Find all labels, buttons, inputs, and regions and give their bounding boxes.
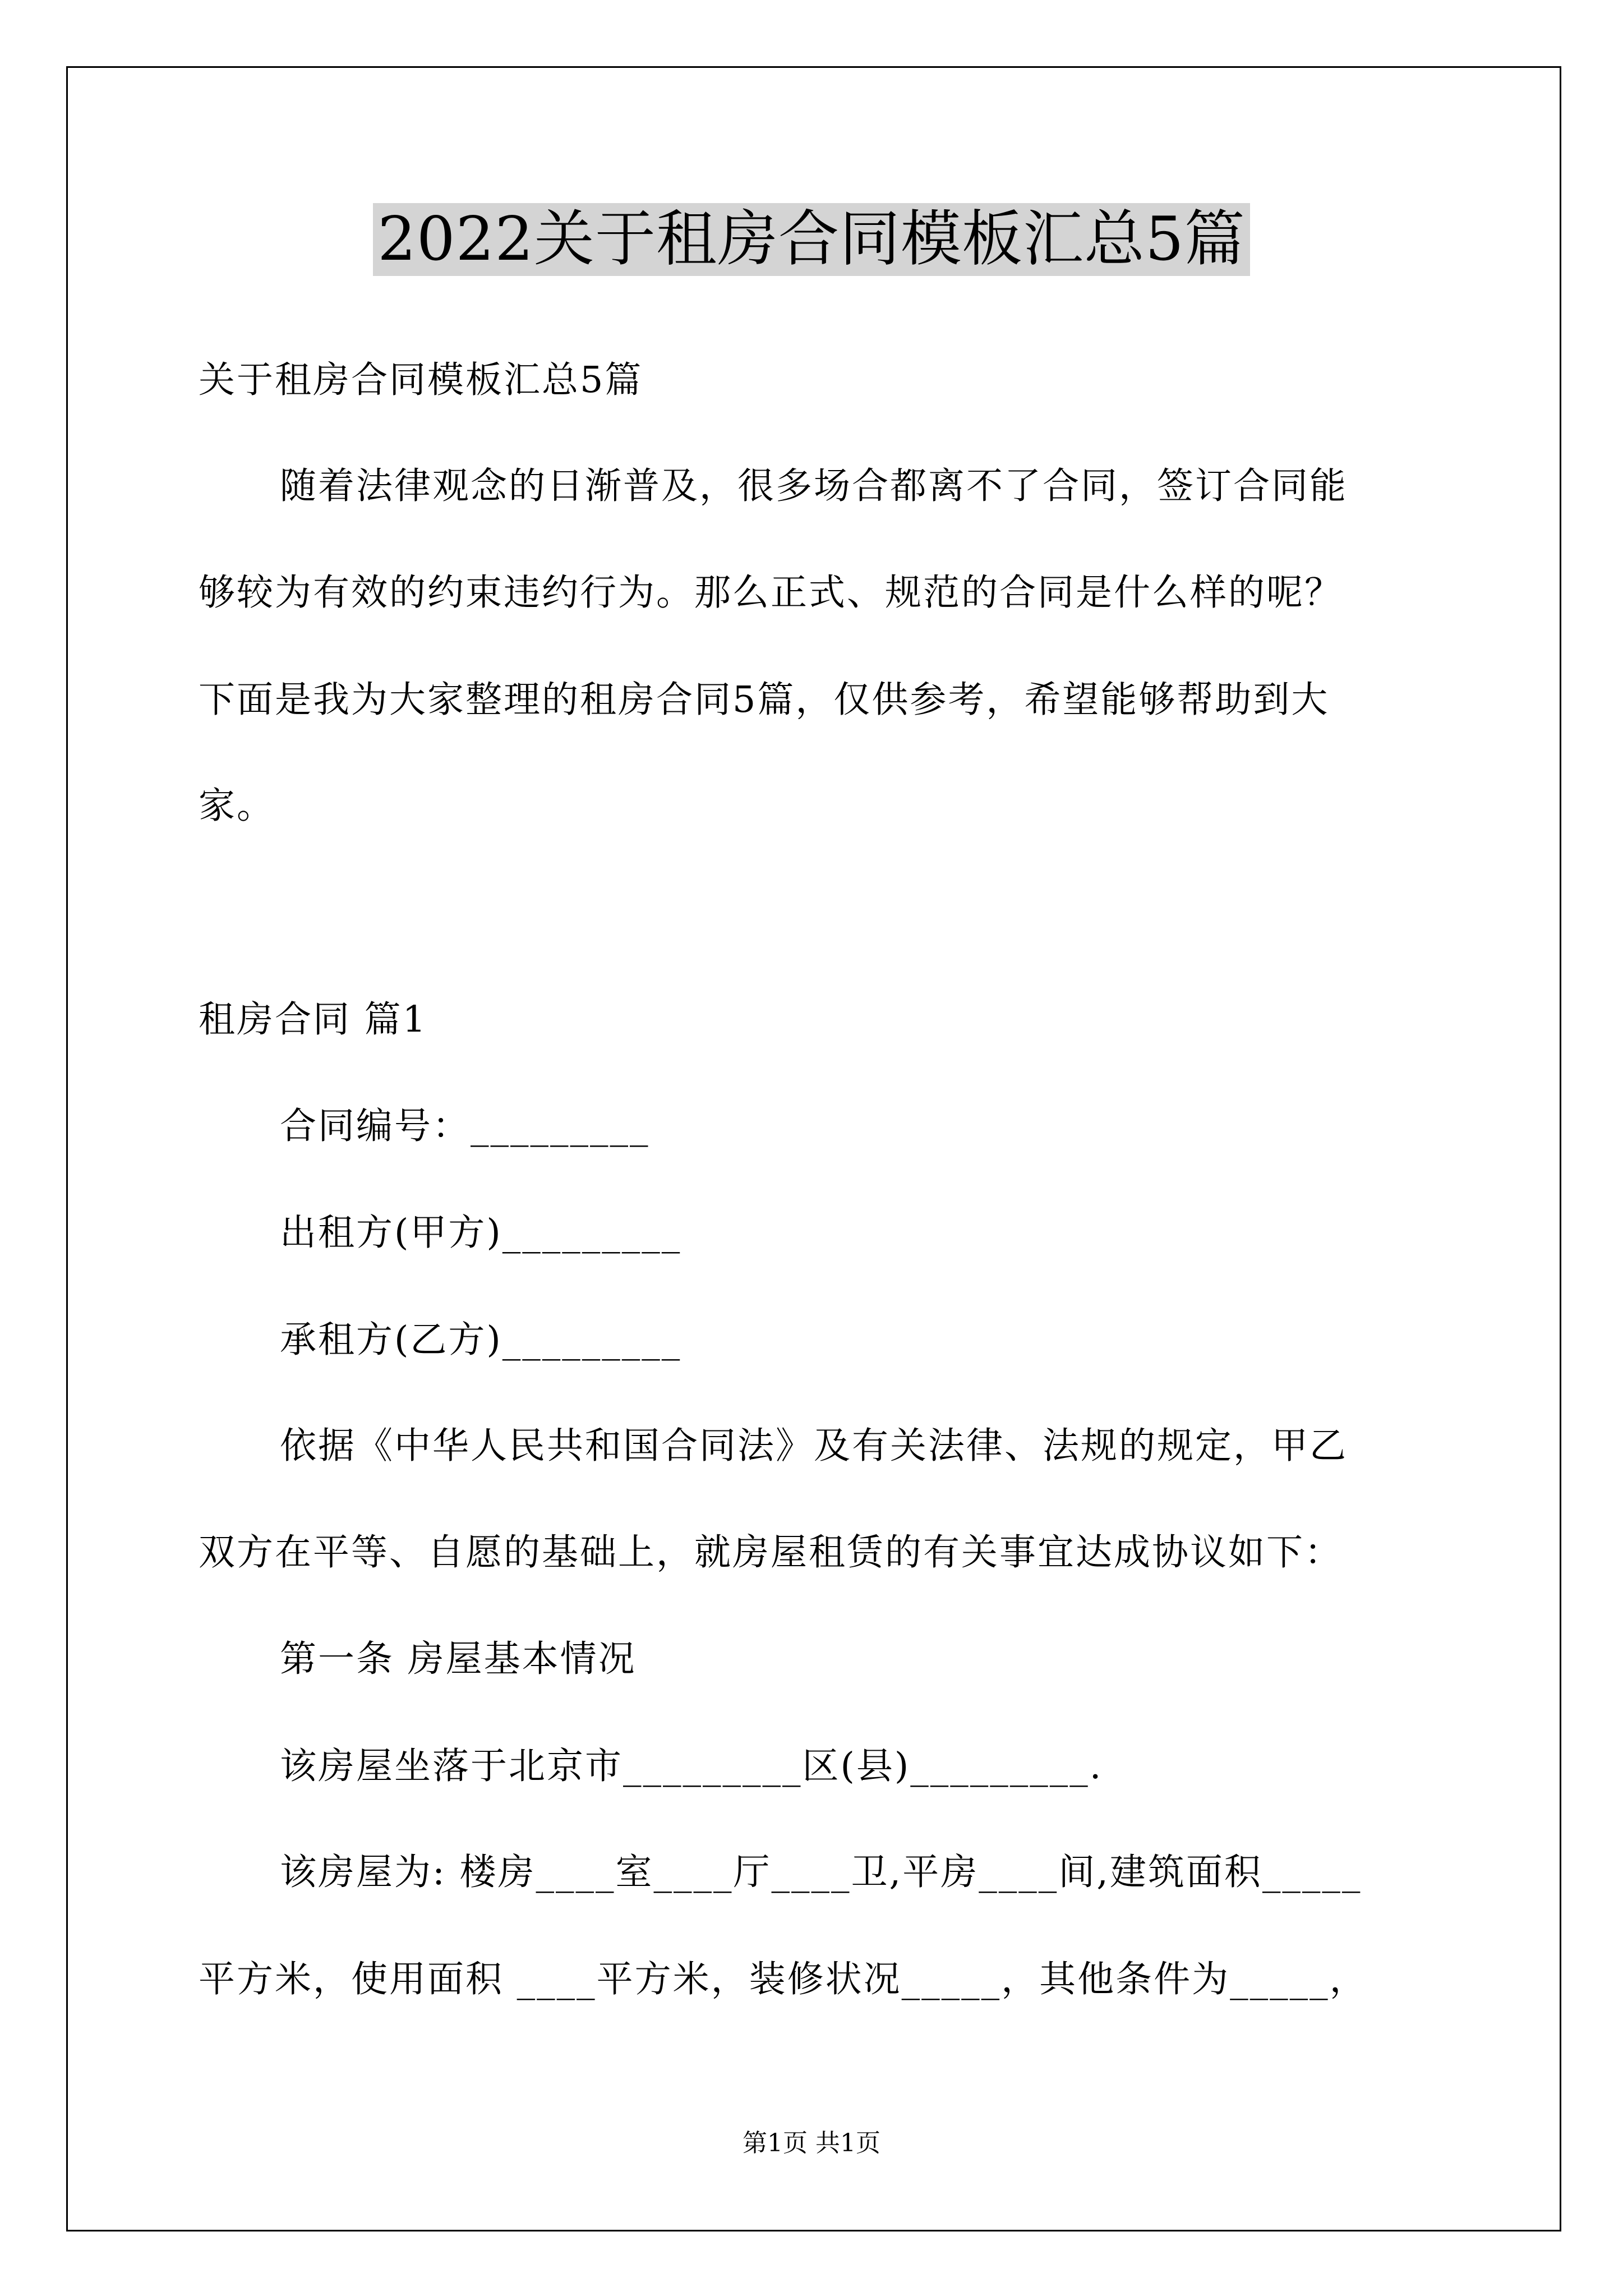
document-title: 2022关于租房合同模板汇总5篇 <box>0 203 1623 276</box>
subtitle-line: 关于租房合同模板汇总5篇 <box>199 359 643 401</box>
house-type-line-2: 平方米，使用面积 ____平方米，装修状况_____，其他条件为_____， <box>199 1958 1368 2000</box>
intro-paragraph-line-4: 家。 <box>199 785 275 827</box>
house-type-line-1: 该房屋为: 楼房____室____厅____卫,平房____间,建筑面积_____ <box>280 1851 1362 1893</box>
intro-paragraph-line-1: 随着法律观念的日渐普及，很多场合都离不了合同，签订合同能 <box>280 465 1348 507</box>
basis-paragraph-line-2: 双方在平等、自愿的基础上，就房屋租赁的有关事宜达成协议如下： <box>199 1531 1343 1573</box>
section-heading: 租房合同 篇1 <box>199 999 428 1041</box>
page-footer: 第1页 共1页 <box>743 2129 880 2157</box>
article-one-heading: 第一条 房屋基本情况 <box>280 1638 637 1680</box>
intro-paragraph-line-2: 够较为有效的约束违约行为。那么正式、规范的合同是什么样的呢？ <box>199 572 1343 614</box>
contract-number-line: 合同编号：_________ <box>280 1105 650 1147</box>
house-location-line: 该房屋坐落于北京市_________区(县)_________. <box>280 1745 1103 1787</box>
lessor-line: 出租方(甲方)_________ <box>280 1212 682 1254</box>
lessee-line: 承租方(乙方)_________ <box>280 1319 682 1361</box>
intro-paragraph-line-3: 下面是我为大家整理的租房合同5篇，仅供参考，希望能够帮助到大 <box>199 679 1330 721</box>
basis-paragraph-line-1: 依据《中华人民共和国合同法》及有关法律、法规的规定，甲乙 <box>280 1425 1348 1467</box>
